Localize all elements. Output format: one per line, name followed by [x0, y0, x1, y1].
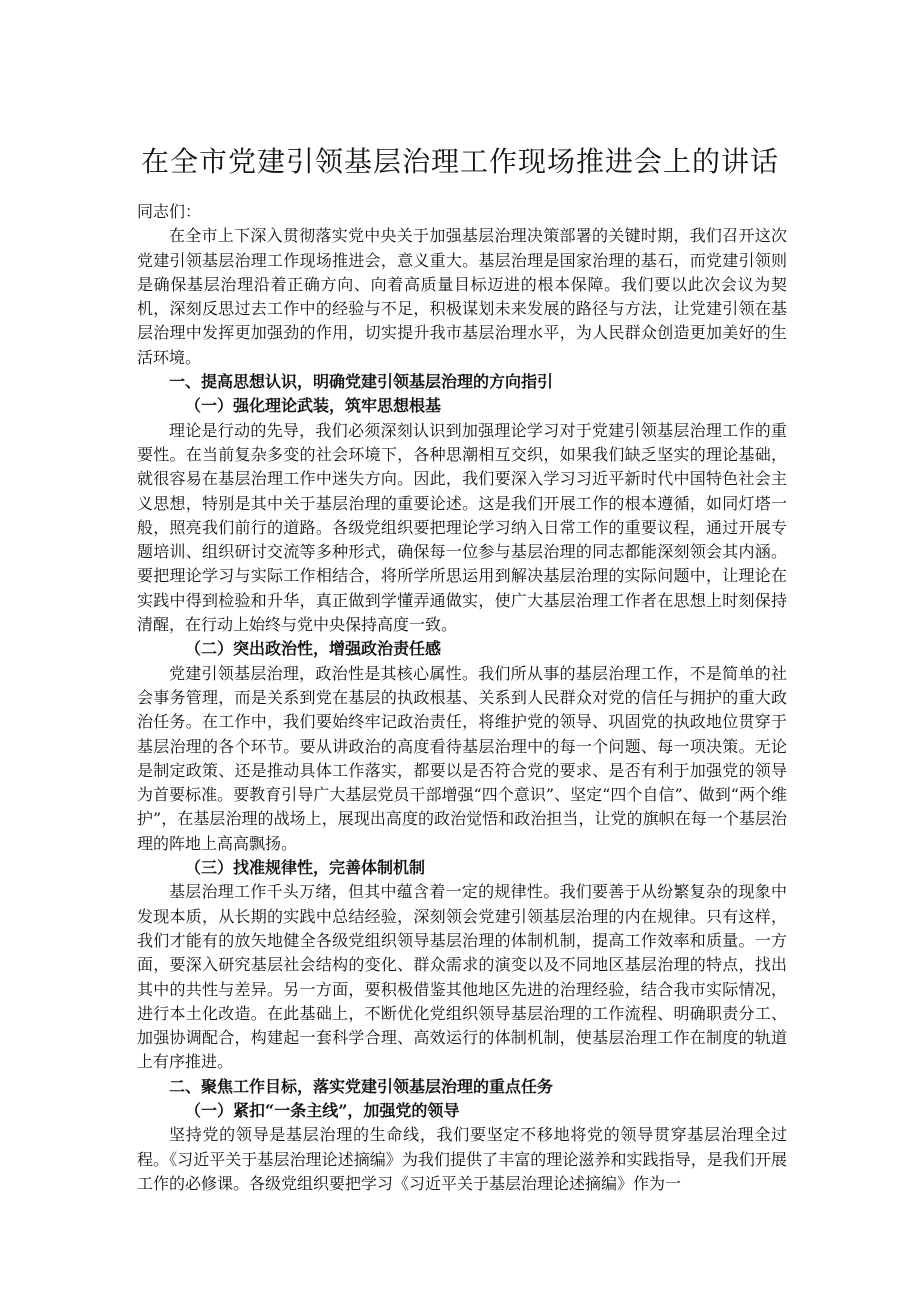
section-1-1-paragraph: 理论是行动的先导，我们必须深刻认识到加强理论学习对于党建引领基层治理工作的重要性。在当前复杂多变的社会环境下，各种思潮相互交织，如果我们缺乏坚实的理论基础，就很容易在基层治理工作中迷失方向。因此，我们要深入学习习近平新时代中国特色社会主义思想，特别是其中关于基层治理的重要论述。这是我们开展工作的根本遵循，如同灯塔一般，照亮我们前行的道路。各级党组织要把理论学习纳入日常工作的重要议程，通过开展专题培训、组织研讨交流等多种形式，确保每一位参与基层治理的同志都能深刻领会其内涵。要把理论学习与实际工作相结合，将所学所思运用到解决基层治理的实际问题中，让理论在实践中得到检验和升华，真正做到学懂弄通做实，使广大基层治理工作者在思想上时刻保持清醒，在行动上始终与党中央保持高度一致。 [137, 420, 787, 635]
section-1-3-paragraph: 基层治理工作千头万绪，但其中蕴含着一定的规律性。我们要善于从纷繁复杂的现象中发现本质，从长期的实践中总结经验，深刻领会党建引领基层治理的内在规律。只有这样，我们才能有的放矢地健全各级党组织领导基层治理的体制机制，提高工作效率和质量。一方面，要深入研究基层社会结构的变化、群众需求的演变以及不同地区基层治理的特点，找出其中的共性与差异。另一方面，要积极借鉴其他地区先进的治理经验，结合我市实际情况，进行本土化改造。在此基础上，不断优化党组织领导基层治理的工作流程、明确职责分工、加强协调配合，构建起一套科学合理、高效运行的体制机制，使基层治理工作在制度的轨道上有序推进。 [137, 882, 787, 1072]
document-title: 在全市党建引领基层治理工作现场推进会上的讲话 [140, 145, 779, 178]
section-1-1-heading: （一）强化理论武装，筑牢思想根基 [185, 396, 442, 416]
section-2-1-paragraph: 坚持党的领导是基层治理的生命线，我们要坚定不移地将党的领导贯穿基层治理全过程。《习近平关于基层治理论述摘编》为我们提供了丰富的理论滋养和实践指导，是我们开展工作的必修课。各级党组织要把学习《习近平关于基层治理论述摘编》作为一 [137, 1125, 787, 1193]
section-1-2-heading: （二）突出政治性，增强政治责任感 [185, 639, 442, 659]
section-2-heading: 二、聚焦工作目标，落实党建引领基层治理的重点任务 [169, 1076, 554, 1096]
salutation: 同志们： [137, 202, 202, 221]
section-1-3-heading: （三）找准规律性，完善体制机制 [185, 858, 426, 878]
section-1-heading: 一、提高思想认识，明确党建引领基层治理的方向指引 [169, 372, 554, 392]
document-body [137, 200, 787, 1196]
section-2-1-heading: （一）紧扣“一条主线”，加强党的领导 [185, 1100, 460, 1120]
section-1-2-paragraph: 党建引领基层治理，政治性是其核心属性。我们所从事的基层治理工作，不是简单的社会事务管理，而是关系到党在基层的执政根基、关系到人民群众对党的信任与拥护的重大政治任务。在工作中，我们要始终牢记政治责任，将维护党的领导、巩固党的执政地位贯穿于基层治理的各个环节。要从讲政治的高度看待基层治理中的每一个问题、每一项决策。无论是制定政策、还是推动具体工作落实，都要以是否符合党的要求、是否有利于加强党的领导为首要标准。要教育引导广大基层党员干部增强“四个意识”、坚定“四个自信”、做到“两个维护”，在基层治理的战场上，展现出高度的政治觉悟和政治担当，让党的旗帜在每一个基层治理的阵地上高高飘扬。 [137, 663, 787, 853]
intro-paragraph: 在全市上下深入贯彻落实党中央关于加强基层治理决策部署的关键时期，我们召开这次党建引领基层治理工作现场推进会，意义重大。基层治理是国家治理的基石，而党建引领则是确保基层治理沿着正确方向、向着高质量目标迈进的根本保障。我们要以此次会议为契机，深刻反思过去工作中的经验与不足，积极谋划未来发展的路径与方法，让党建引领在基层治理中发挥更加强劲的作用，切实提升我市基层治理水平，为人民群众创造更加美好的生活环境。 [137, 226, 787, 367]
